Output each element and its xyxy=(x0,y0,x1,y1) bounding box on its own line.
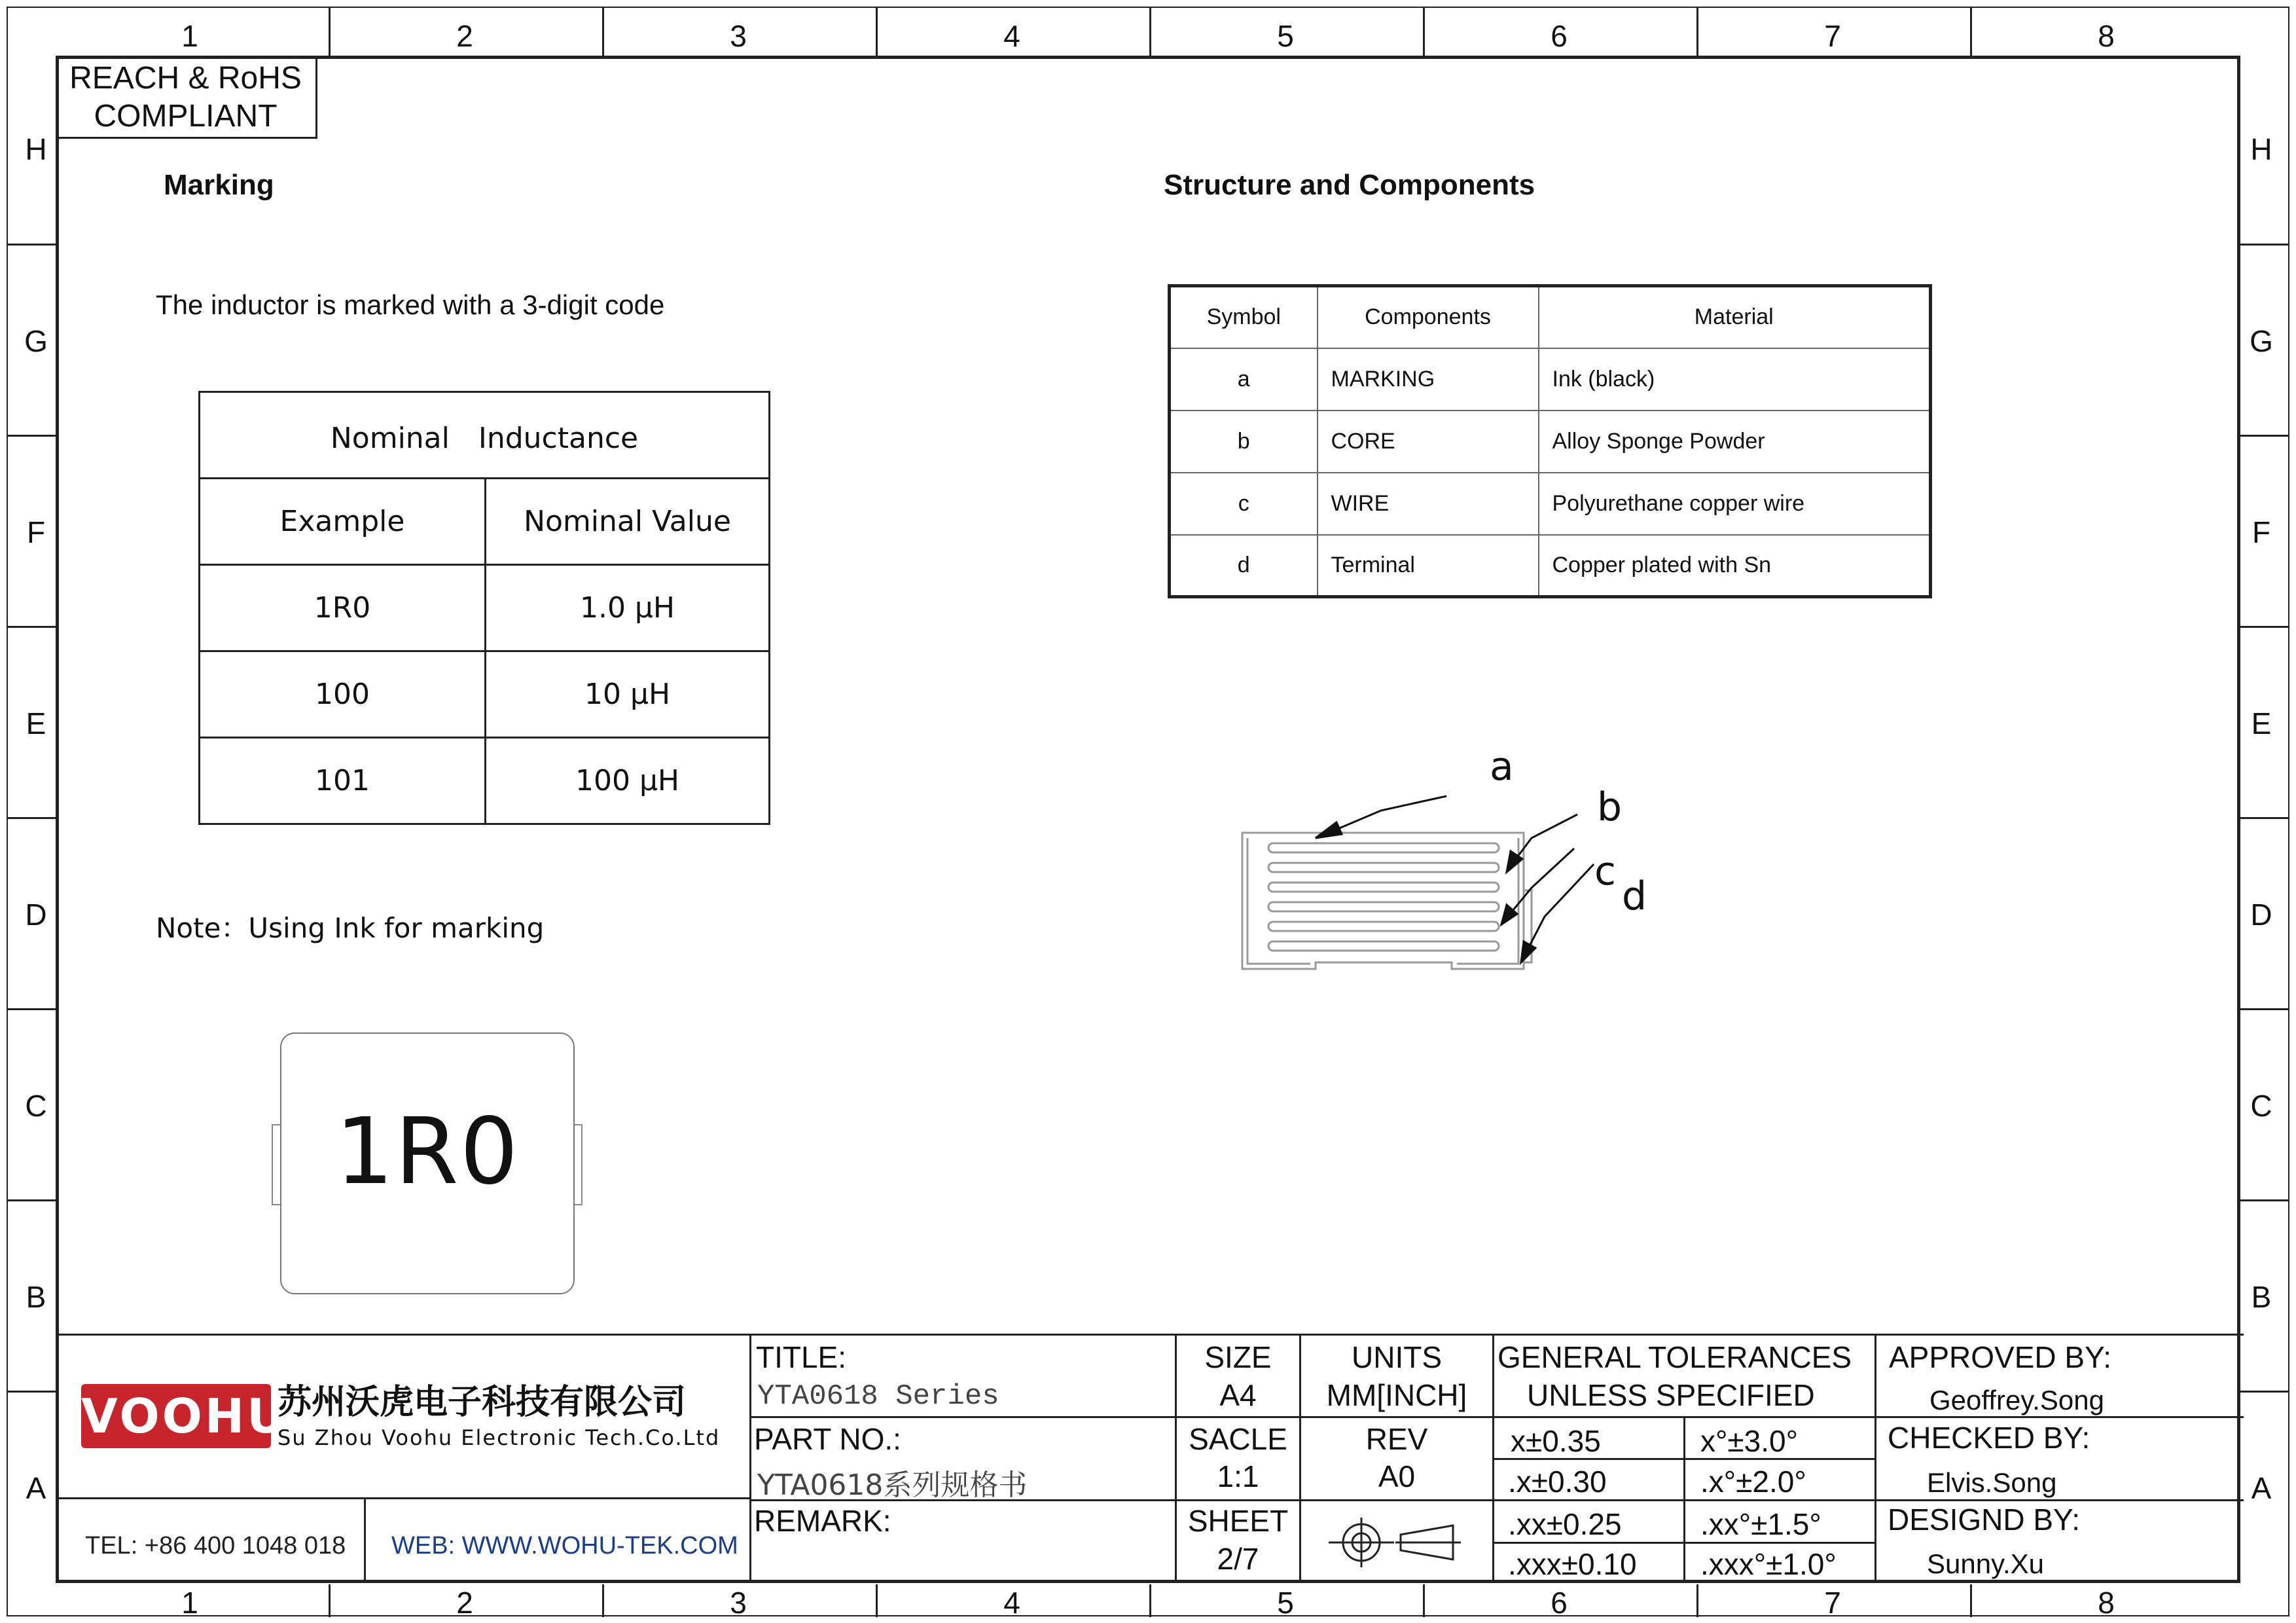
zone-column-bottom-3: 3 xyxy=(730,1586,747,1620)
structure-component: WIRE xyxy=(1318,473,1539,535)
callout-leader-b xyxy=(1512,814,1577,864)
zone-tick xyxy=(329,7,331,56)
tolerance-angular: .xx°±1.5° xyxy=(1700,1507,1821,1541)
title-block-top-border xyxy=(56,1334,2244,1336)
scale-label: SACLE xyxy=(1189,1422,1287,1456)
marking-note: Note：Using Ink for marking xyxy=(156,912,545,944)
marking-code-table xyxy=(198,391,770,825)
tolerance-angular: .x°±2.0° xyxy=(1700,1465,1806,1499)
structure-header-components: Components xyxy=(1318,286,1539,348)
sheet-value: 2/7 xyxy=(1217,1542,1259,1576)
marking-table-header-example: Example xyxy=(200,479,486,565)
tolerance-linear: .xxx±0.10 xyxy=(1508,1547,1637,1581)
revision-label: REV xyxy=(1365,1422,1428,1456)
title-block-contact-split xyxy=(364,1497,366,1583)
zone-row-left-A: A xyxy=(26,1471,46,1505)
zone-tick xyxy=(1696,7,1698,56)
zone-row-right-F: F xyxy=(2251,515,2271,549)
zone-column-top-5: 5 xyxy=(1277,19,1294,53)
structure-symbol: c xyxy=(1170,473,1318,535)
zone-tick xyxy=(7,817,56,819)
title-block-divider xyxy=(1492,1542,1874,1544)
zone-tick xyxy=(876,1584,878,1617)
table-row xyxy=(1170,410,1931,473)
part-number-label: PART NO.: xyxy=(754,1422,901,1456)
table-row xyxy=(1170,348,1931,410)
checked-by-name: Elvis.Song xyxy=(1927,1467,2057,1498)
zone-column-bottom-2: 2 xyxy=(456,1586,473,1620)
structure-header-symbol: Symbol xyxy=(1170,286,1318,348)
tolerance-linear: x±0.35 xyxy=(1511,1424,1601,1458)
marking-value: 1.0 μH xyxy=(486,565,770,651)
structure-material: Copper plated with Sn xyxy=(1539,535,1931,597)
zone-tick xyxy=(7,1199,56,1201)
units-label: UNITS xyxy=(1352,1340,1442,1374)
title-block-divider xyxy=(1874,1334,1876,1583)
zone-column-bottom-8: 8 xyxy=(2098,1586,2115,1620)
zone-tick xyxy=(1970,7,1972,56)
compliance-line-1: REACH & RoHS xyxy=(69,61,302,96)
approved-by-label: APPROVED BY: xyxy=(1889,1340,2112,1374)
company-name-cn: 苏州沃虎电子科技有限公司 xyxy=(278,1383,687,1422)
zone-column-top-2: 2 xyxy=(456,19,473,53)
sheet-label: SHEET xyxy=(1187,1504,1289,1538)
zone-tick xyxy=(602,1584,604,1617)
zone-tick xyxy=(7,626,56,628)
compliance-box xyxy=(56,56,317,139)
zone-tick xyxy=(2240,626,2289,628)
table-row xyxy=(1170,535,1931,597)
structure-symbol: a xyxy=(1170,348,1318,410)
zone-row-right-A: A xyxy=(2251,1471,2272,1505)
marking-code: 101 xyxy=(200,738,486,824)
inductor-marking-code: 1R0 xyxy=(335,1099,520,1205)
projection-symbol-icon xyxy=(1322,1516,1466,1569)
scale-value: 1:1 xyxy=(1217,1459,1259,1493)
marking-table-header-value: Nominal Value xyxy=(486,479,770,565)
structure-component: CORE xyxy=(1318,410,1539,473)
zone-tick xyxy=(2240,1391,2289,1393)
title-value: YTA0618 Series xyxy=(757,1380,999,1413)
inductor-terminal-right xyxy=(573,1124,583,1205)
zone-tick xyxy=(602,7,604,56)
zone-tick xyxy=(2240,244,2289,246)
zone-row-left-H: H xyxy=(25,132,47,166)
structure-heading: Structure and Components xyxy=(1164,169,1535,201)
marking-value: 10 μH xyxy=(486,651,770,738)
table-row xyxy=(200,738,770,824)
structure-header-material: Material xyxy=(1539,286,1931,348)
company-telephone: TEL: +86 400 1048 018 xyxy=(85,1532,346,1559)
zone-column-top-4: 4 xyxy=(1003,19,1020,53)
table-row xyxy=(200,565,770,651)
zone-tick xyxy=(1423,1584,1425,1617)
callout-a-label: a xyxy=(1490,744,1514,790)
part-number-value: YTA0618系列规格书 xyxy=(757,1468,1028,1502)
structure-material: Polyurethane copper wire xyxy=(1539,473,1931,535)
callout-c-label: c xyxy=(1594,848,1616,894)
units-value: MM[INCH] xyxy=(1326,1378,1467,1412)
zone-tick xyxy=(2240,1008,2289,1010)
zone-column-bottom-5: 5 xyxy=(1277,1586,1294,1620)
inductor-cross-section-drawing xyxy=(1224,733,1656,982)
zone-tick xyxy=(329,1584,331,1617)
zone-tick xyxy=(7,435,56,437)
zone-tick xyxy=(1970,1584,1972,1617)
size-label: SIZE xyxy=(1204,1340,1272,1374)
zone-row-right-C: C xyxy=(2250,1089,2272,1123)
zone-tick xyxy=(2240,1199,2289,1201)
callout-b-label: b xyxy=(1597,784,1623,830)
marking-heading: Marking xyxy=(164,169,274,201)
zone-row-right-E: E xyxy=(2251,706,2272,740)
zone-tick xyxy=(7,1008,56,1010)
zone-tick xyxy=(876,7,878,56)
structure-component: Terminal xyxy=(1318,535,1539,597)
structure-component: MARKING xyxy=(1318,348,1539,410)
marking-code: 1R0 xyxy=(200,565,486,651)
zone-row-right-D: D xyxy=(2250,898,2272,932)
marking-table-title: Nominal Inductance xyxy=(200,392,770,479)
zone-tick xyxy=(1423,7,1425,56)
structure-material: Alloy Sponge Powder xyxy=(1539,410,1931,473)
tolerance-heading-line-1: GENERAL TOLERANCES xyxy=(1498,1340,1852,1374)
title-block-divider xyxy=(749,1334,751,1583)
inductor-terminal-left xyxy=(272,1124,281,1205)
zone-row-left-C: C xyxy=(25,1089,47,1123)
zone-row-right-B: B xyxy=(2251,1280,2272,1314)
title-label: TITLE: xyxy=(756,1340,847,1374)
zone-tick xyxy=(7,1391,56,1393)
title-block-divider xyxy=(1683,1416,1685,1583)
structure-material: Ink (black) xyxy=(1539,348,1931,410)
zone-column-top-6: 6 xyxy=(1551,19,1568,53)
zone-column-bottom-4: 4 xyxy=(1003,1586,1020,1620)
marking-description: The inductor is marked with a 3-digit code xyxy=(156,289,665,320)
marking-code: 100 xyxy=(200,651,486,738)
company-website: WEB: WWW.WOHU-TEK.COM xyxy=(391,1532,738,1559)
zone-row-left-F: F xyxy=(26,515,46,549)
table-row xyxy=(1170,473,1931,535)
zone-tick xyxy=(2240,435,2289,437)
tolerance-heading-line-2: UNLESS SPECIFIED xyxy=(1527,1378,1815,1412)
marking-value: 100 μH xyxy=(486,738,770,824)
zone-row-right-H: H xyxy=(2250,132,2272,166)
designed-by-name: Sunny.Xu xyxy=(1927,1548,2045,1579)
zone-column-top-3: 3 xyxy=(730,19,747,53)
zone-row-right-G: G xyxy=(2250,324,2273,358)
structure-components-table xyxy=(1168,284,1932,598)
zone-column-top-7: 7 xyxy=(1824,19,1841,53)
designed-by-label: DESIGND BY: xyxy=(1888,1503,2080,1537)
zone-row-left-E: E xyxy=(26,706,46,740)
zone-tick xyxy=(2240,817,2289,819)
zone-column-bottom-1: 1 xyxy=(181,1586,198,1620)
zone-column-bottom-7: 7 xyxy=(1824,1586,1841,1620)
tolerance-angular: .xxx°±1.0° xyxy=(1700,1547,1837,1581)
company-logo: VOOHU xyxy=(81,1384,271,1448)
remark-label: REMARK: xyxy=(754,1504,891,1538)
tolerance-linear: .xx±0.25 xyxy=(1508,1507,1622,1541)
zone-tick xyxy=(1149,7,1151,56)
revision-value: A0 xyxy=(1378,1459,1416,1493)
zone-row-left-B: B xyxy=(26,1280,46,1314)
approved-by-name: Geoffrey.Song xyxy=(1929,1385,2104,1415)
compliance-line-2: COMPLIANT xyxy=(94,99,278,134)
checked-by-label: CHECKED BY: xyxy=(1888,1421,2090,1455)
table-row xyxy=(200,651,770,738)
title-block-divider xyxy=(1492,1458,1874,1460)
zone-tick xyxy=(1149,1584,1151,1617)
title-block-contact-divider xyxy=(56,1497,751,1499)
zone-column-top-8: 8 xyxy=(2098,19,2115,53)
zone-row-left-G: G xyxy=(24,324,48,358)
zone-tick xyxy=(7,244,56,246)
tolerance-angular: x°±3.0° xyxy=(1700,1424,1798,1458)
zone-row-left-D: D xyxy=(25,898,47,932)
structure-symbol: b xyxy=(1170,410,1318,473)
company-name-en: Su Zhou Voohu Electronic Tech.Co.Ltd xyxy=(278,1425,721,1450)
zone-column-top-1: 1 xyxy=(181,19,198,53)
title-block-divider xyxy=(749,1416,2244,1418)
callout-leader-d xyxy=(1525,864,1594,955)
zone-column-bottom-6: 6 xyxy=(1551,1586,1568,1620)
callout-leader-a xyxy=(1329,796,1446,833)
callout-d-label: d xyxy=(1622,873,1647,919)
tolerance-linear: .x±0.30 xyxy=(1508,1465,1607,1499)
zone-tick xyxy=(1696,1584,1698,1617)
structure-symbol: d xyxy=(1170,535,1318,597)
size-value: A4 xyxy=(1219,1378,1257,1412)
